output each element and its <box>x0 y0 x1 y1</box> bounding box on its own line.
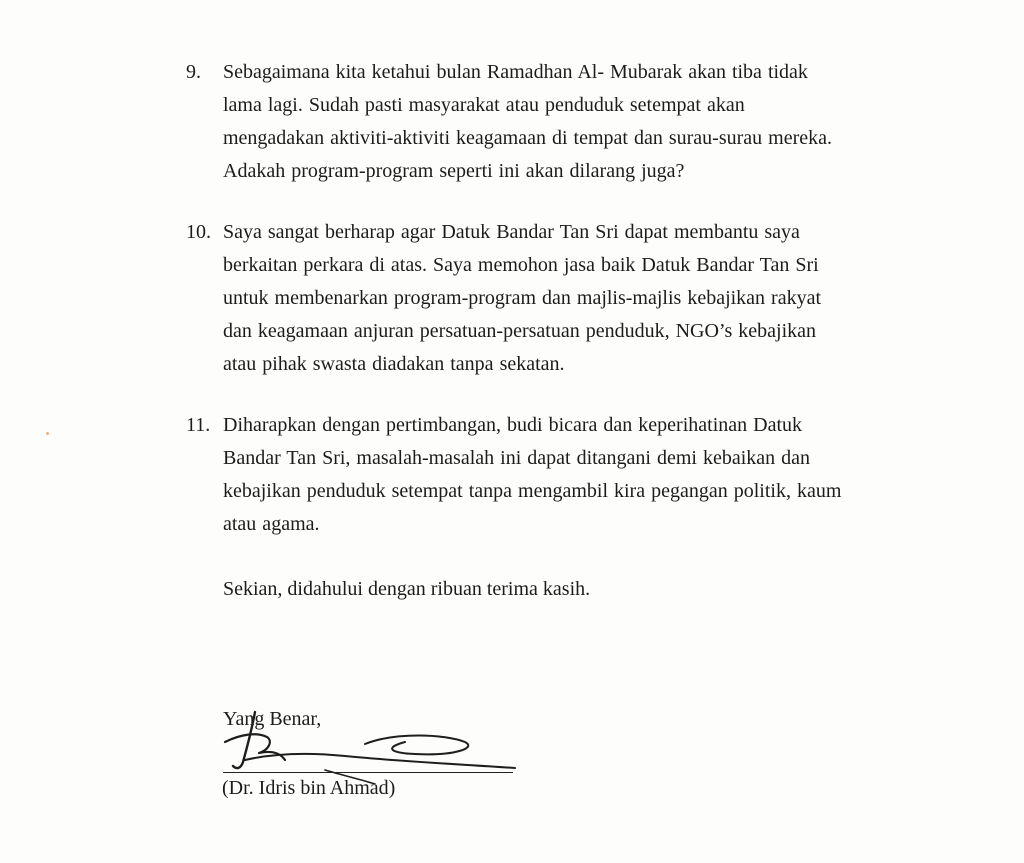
paragraph-text <box>223 216 986 381</box>
text-line: Bandar Tan Sri, masalah-masalah ini dapat ditangani demi kebaikan dan <box>223 447 811 469</box>
paragraph-number: 10. <box>186 221 211 243</box>
text-line: berkaitan perkara di atas. Saya memohon jasa baik Datuk Bandar Tan Sri <box>223 254 819 276</box>
text-line: Saya sangat berharap agar Datuk Bandar Tan Sri dapat membantu saya <box>223 221 800 243</box>
paragraph-text <box>223 409 986 541</box>
text-line: mengadakan aktiviti-aktiviti keagamaan di tempat dan surau-surau mereka. <box>223 127 832 149</box>
text-line: Sebagaimana kita ketahui bulan Ramadhan Al- Mubarak akan tiba tidak <box>223 61 808 83</box>
paper-speck <box>46 432 49 435</box>
text-line: lama lagi. Sudah pasti masyarakat atau penduduk setempat akan <box>223 94 745 116</box>
signatory-name: (Dr. Idris bin Ahmad) <box>222 777 396 799</box>
text-line: dan keagamaan anjuran persatuan-persatuan penduduk, NGO’s kebajikan <box>223 320 817 342</box>
text-line: kebajikan penduduk setempat tanpa mengambil kira pegangan politik, kaum <box>223 480 842 502</box>
text-line: Adakah program-program seperti ini akan dilarang juga? <box>223 160 685 182</box>
closing-remark: Sekian, didahului dengan ribuan terima kasih. <box>223 578 591 600</box>
text-line: atau agama. <box>223 513 320 535</box>
salutation: Yang Benar, <box>223 708 322 730</box>
paragraph-number: 9. <box>186 61 201 83</box>
text-line: atau pihak swasta diadakan tanpa sekatan. <box>223 353 565 375</box>
paragraph-number: 11. <box>186 414 211 436</box>
text-line: untuk membenarkan program-program dan majlis-majlis kebajikan rakyat <box>223 287 822 309</box>
paragraph-text <box>223 56 986 188</box>
numbered-paragraph-10 <box>186 216 986 381</box>
text-line: Diharapkan dengan pertimbangan, budi bicara dan keperihatinan Datuk <box>223 414 803 436</box>
numbered-paragraph-11 <box>186 409 986 541</box>
numbered-paragraph-9 <box>186 56 986 188</box>
